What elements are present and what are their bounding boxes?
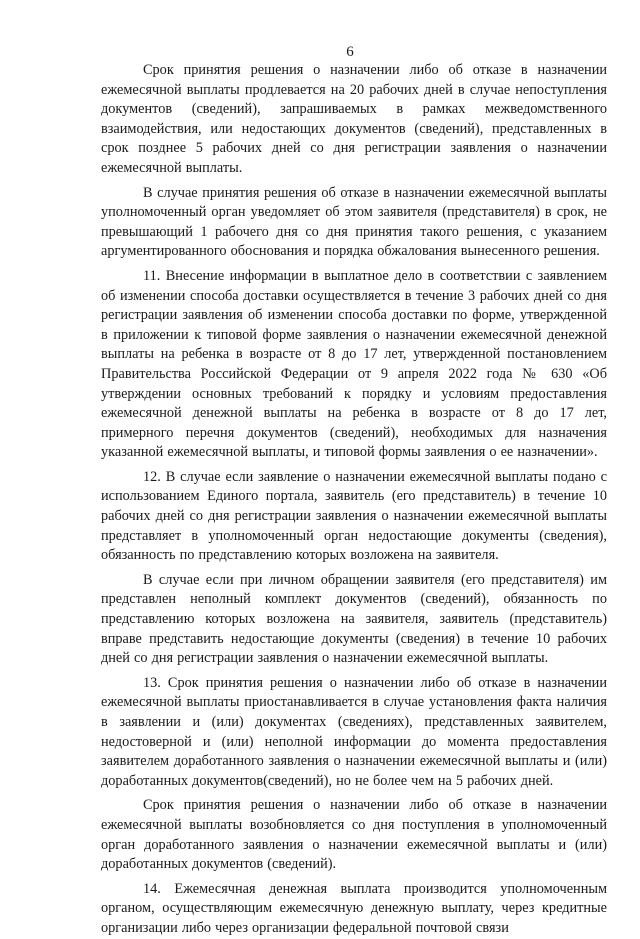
paragraph-item-14: 14. Ежемесячная денежная выплата производится уполномоченным органом, осуществляющим ежемесячную денежную выплату, через кредитные организации либо через организации федеральной почтовой связи bbox=[101, 880, 607, 936]
paragraph-item-12: 12. В случае если заявление о назначении ежемесячной выплаты подано с использованием Единого портала, заявитель (его представитель) в течение 10 рабочих дней со дня регистрации заявления о назначении ежемесячной выплаты представляет в уполномоченный орган недостающие документы (сведения), обязанность по представлению которых возложена на заявителя. bbox=[101, 468, 607, 564]
paragraph-refusal-notice: В случае принятия решения об отказе в назначении ежемесячной выплаты уполномоченный орган уведомляет об этом заявителя (представителя) в срок, не превышающий 1 рабочего дня со дня принятия такого решения, с указанием аргументированного обоснования и порядка обжалования вынесенного решения. bbox=[101, 184, 607, 260]
paragraph-decision-resumption: Срок принятия решения о назначении либо об отказе в назначении ежемесячной выплаты возобновляется со дня поступления в уполномоченный орган доработанного заявления о назначении ежемесячной выплаты и (или) доработанных документов (сведений). bbox=[101, 797, 607, 873]
paragraph-item-13: 13. Срок принятия решения о назначении либо об отказе в назначении ежемесячной выплаты приостанавливается в случае установления факта наличия в заявлении и (или) документах (сведениях), представленных заявителем, недостоверной и (или) неполной информации до момента предоставления заявителем доработанного заявления о назначении ежемесячной выплаты и (или) доработанных документов(сведений), но не более чем на 5 рабочих дней. bbox=[101, 674, 607, 789]
paragraph-item-11: 11. Внесение информации в выплатное дело в соответствии с заявлением об изменении способа доставки осуществляется в течение 3 рабочих дней со дня регистрации заявления об изменении способа доставки по форме, утвержденной в приложении к типовой форме заявления о назначении ежемесячной денежной выплаты на ребенка в возрасте от 8 до 17 лет, утвержденной постановлением Правительства Российской Федерации от 9 апреля 2022 года № 630 «Об утверждении основных требований к порядку и условиям предоставления ежемесячной денежной выплаты на ребенка в возрасте от 8 до 17 лет, примерного перечня документов (сведений), необходимых для назначения указанной ежемесячной выплаты, и типовой формы заявления о ее назначении». bbox=[101, 267, 607, 461]
document-body bbox=[101, 61, 607, 939]
paragraph-incomplete-documents: В случае если при личном обращении заявителя (его представителя) им представлен неполный комплект документов (сведений), обязанность по представлению которых возложена на заявителя, заявитель (представитель) вправе представить недостающие документы (сведения) в течение 10 рабочих дней со дня регистрации заявления о назначении ежемесячной выплаты. bbox=[101, 571, 607, 667]
page-number: 6 bbox=[346, 44, 354, 60]
paragraph-decision-extension: Срок принятия решения о назначении либо об отказе в назначении ежемесячной выплаты продлевается на 20 рабочих дней в случае непоступления документов (сведений), запрашиваемых в рамках межведомственного взаимодействия, или недостающих документов (сведений), представленных в срок позднее 5 рабочих дней со дня регистрации заявления о назначении ежемесячной выплаты. bbox=[101, 62, 607, 176]
